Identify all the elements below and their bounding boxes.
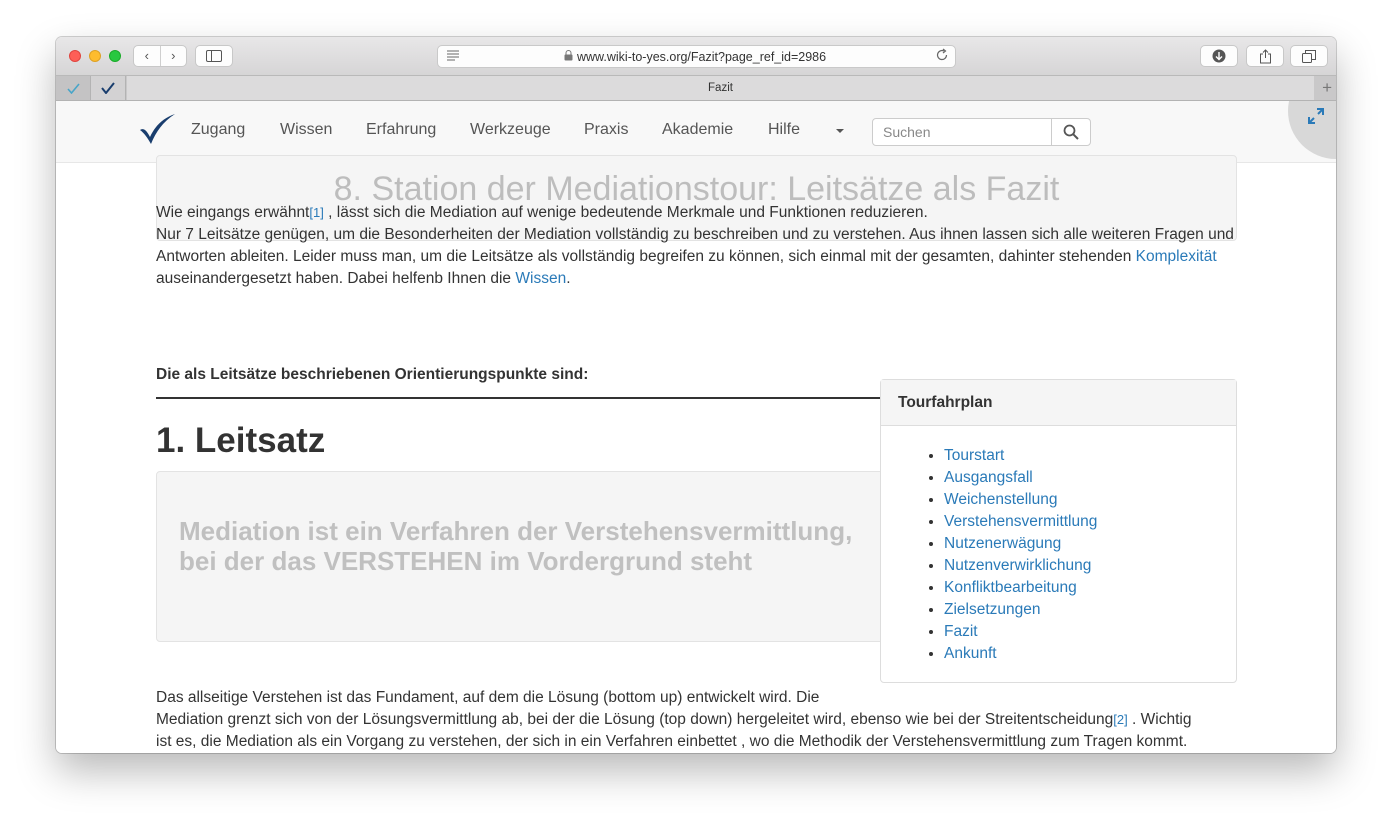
search-button[interactable] [1051,118,1091,146]
tour-link-nutzenerwaegung[interactable]: Nutzenerwägung [944,535,1062,552]
divider [156,397,884,399]
tour-link-konfliktbearbeitung[interactable]: Konfliktbearbeitung [944,579,1077,596]
history-nav [133,45,187,67]
pinned-tab-1[interactable] [56,76,91,100]
forward-button[interactable]: › [171,48,176,63]
new-tab-button[interactable]: + [1322,78,1332,97]
tab-fazit[interactable]: Fazit [127,76,1314,100]
lock-icon [564,50,573,64]
nav-item-praxis[interactable]: Praxis [584,121,629,138]
leitsatz-heading: 1. Leitsatz [156,421,326,460]
list-item [944,555,1236,577]
reader-icon[interactable] [446,49,460,64]
tourfahrplan-title: Tourfahrplan [881,380,1236,426]
checkmark-icon [101,82,115,94]
leitsatz-text-mid: auseinandergesetzt haben. Dabei helfenb Ihnen die [156,270,516,287]
url-text: www.wiki-to-yes.org/Fazit?page_ref_id=2986 [577,50,827,64]
nav-item-akademie[interactable]: Akademie [662,121,734,138]
minimize-window-button[interactable] [89,50,101,62]
checkmark-icon [67,83,80,94]
tour-link-zielsetzungen[interactable]: Zielsetzungen [944,601,1041,618]
nav-item-werkzeuge[interactable]: Werkzeuge [470,121,551,138]
list-item [944,643,1236,665]
downloads-button[interactable] [1200,45,1238,67]
expand-icon[interactable] [1307,107,1325,130]
footnote-ref-2[interactable]: [2] [1113,712,1128,727]
back-button[interactable]: ‹ [144,48,149,63]
tour-link-ankunft[interactable]: Ankunft [944,645,997,662]
leitsatz-quote-box [156,471,884,642]
tour-link-ausgangsfall[interactable]: Ausgangsfall [944,469,1033,486]
tourfahrplan-list [881,426,1236,665]
footnote-ref-1[interactable]: [1] [309,205,324,220]
verstehen-line-2: Mediation grenzt sich von der Lösungsvermittlung ab, bei der die Lösung (top down) hergeleitet wird, ebenso wie bei der Streitentscheidung [156,711,1114,728]
nav-item-erfahrung[interactable]: Erfahrung [366,121,437,138]
sidebar-icon [206,50,222,62]
tabs-icon [1302,50,1316,63]
link-komplexitaet[interactable]: Komplexität [1135,248,1217,265]
list-item [944,533,1236,555]
verstehen-paragraph [156,687,1246,753]
tour-link-tourstart[interactable]: Tourstart [944,447,1005,464]
orientation-points-intro: Die als Leitsätze beschriebenen Orientierungspunkte sind: [156,366,589,383]
tour-link-nutzenverwirklichung[interactable]: Nutzenverwirklichung [944,557,1092,574]
link-wissen[interactable]: Wissen [515,270,567,287]
list-item [944,445,1236,467]
nav-item-wissen[interactable]: Wissen [280,121,333,138]
intro-text-end: , lässt sich die Mediation auf wenige bedeutende Merkmale und Funktionen reduzieren. [323,204,928,221]
sidebar-toggle-button[interactable] [195,45,233,67]
verstehen-line-2-end: . Wichtig [1127,711,1192,728]
nav-item-hilfe[interactable]: Hilfe [768,121,801,138]
more-dropdown-caret-icon[interactable] [836,129,844,133]
list-item [944,621,1236,643]
verstehen-line-3: ist es, die Mediation als ein Vorgang zu verstehen, der sich in ein Verfahren einbettet , wo die Methodik der Verstehensvermittlung zum Tragen kommt. [156,733,1188,750]
reload-icon[interactable] [935,48,949,65]
intro-paragraph [156,202,1241,290]
tour-link-weichenstellung[interactable]: Weichenstellung [944,491,1058,508]
leitsatz-quote: Mediation ist ein Verfahren der Verstehensvermittlung, bei der das VERSTEHEN im Vordergrund steht [179,516,853,576]
address-bar[interactable] [437,45,956,68]
tour-link-verstehensvermittlung[interactable]: Verstehensvermittlung [944,513,1098,530]
download-icon [1212,49,1226,63]
search-input[interactable] [872,118,1052,146]
browser-window [56,37,1336,753]
share-icon [1259,49,1272,64]
list-item [944,511,1236,533]
tour-link-fazit[interactable]: Fazit [944,623,978,640]
list-item [944,577,1236,599]
nav-item-zugang[interactable]: Zugang [191,121,246,138]
verstehen-line-1: Das allseitige Verstehen ist das Fundament, auf dem die Lösung (bottom up) entwickelt wird. Die [156,689,820,706]
pinned-tab-2[interactable] [91,76,126,100]
share-button[interactable] [1246,45,1284,67]
leitsatz-text-end: . [566,270,571,287]
list-item [944,489,1236,511]
page-title: 8. Station der Mediationstour: Leitsätze als Fazit [333,170,1060,208]
list-item [944,467,1236,489]
title-bar [56,37,1336,76]
tab-bar [56,76,1336,101]
web-page [56,101,1336,753]
leitsatz-text-start: Nur 7 Leitsätze genügen, um die Besonderheiten der Mediation vollständig zu beschreiben und zu verstehen. Aus ihnen lassen sich alle weiteren Fragen und Antworten ableiten. Leider muss man, um die Leitsätze als vollständig begreifen zu können, sich einmal mit der gesamten, dahinter stehenden [156,226,1234,265]
search-icon [1063,124,1079,140]
zoom-window-button[interactable] [109,50,121,62]
close-window-button[interactable] [69,50,81,62]
intro-text-start: Wie eingangs erwähnt [156,204,310,221]
list-item [944,599,1236,621]
tourfahrplan-panel [880,379,1237,683]
show-tabs-button[interactable] [1290,45,1328,67]
site-navbar [56,101,1336,163]
logo-checkmark-icon[interactable] [138,113,176,145]
